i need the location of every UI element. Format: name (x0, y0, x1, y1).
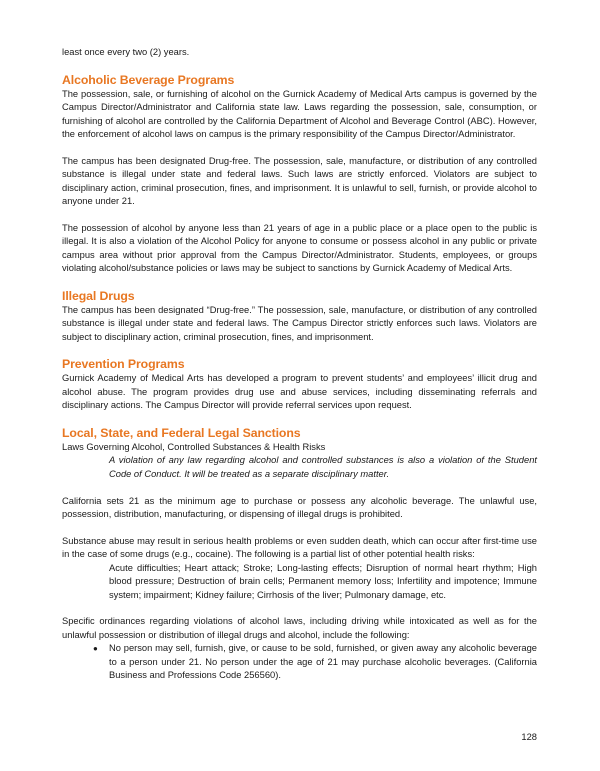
spacer (62, 59, 537, 72)
paragraph: The possession, sale, or furnishing of alcohol on the Gurnick Academy of Medical Arts campus is governed by the Campus Director/Administrator and California state law. Laws regarding the possession, sale, consumption, or furnishing of alcohol are controlled by the California Department of Alcohol and Beverage Control (ABC). However, the enforcement of alcohol laws on campus is the primary responsibility of the Campus Director/Administrator. (62, 88, 537, 140)
paragraph: The campus has been designated “Drug-free.” The possession, sale, manufacture, or distribution of any controlled substance is illegal under state and federal laws. The Campus Director strictly enforces such laws. Violators are subject to disciplinary action, criminal prosecution, fines, and imprisonment. (62, 304, 537, 342)
section-alcoholic-beverage-programs (62, 73, 537, 276)
italic-note: A violation of any law regarding alcohol and controlled substances is also a violation of the Student Code of Conduct. It will be treated as a separate disciplinary matter. (109, 455, 537, 479)
paragraph-age: California sets 21 as the minimum age to purchase or possess any alcoholic beverage. The unlawful use, possession, distribution, manufacturing, or dispensing of illegal drugs is prohibited. (62, 495, 537, 520)
paragraph: The campus has been designated Drug-free. The possession, sale, manufacture, or distribution of any controlled substance is illegal under state and federal laws. Such laws are strictly enforced. Violators are subject to disciplinary action, criminal prosecution, fines, and imprisonment. It is unlawful to sell, furnish, or provide alcohol to anyone under 21. (62, 155, 537, 207)
section-heading: Alcoholic Beverage Programs (62, 72, 235, 87)
paragraph: Gurnick Academy of Medical Arts has developed a program to prevent students’ and employees’ illicit drug and alcohol abuse. The program provides drug use and abuse services, including disseminating referrals and disciplinary actions. The Campus Director will provide referral services upon request. (62, 373, 537, 411)
list-item (62, 642, 537, 682)
page-number: 128 (521, 732, 537, 742)
health-risks-list: Acute difficulties; Heart attack; Stroke; Long-lasting effects; Disruption of normal heart rhythm; High blood pressure; Destruction of brain cells; Permanent memory loss; Infertility and impotence; Immune system; impairment; Kidney failure; Cirrhosis of the liver; Pulmonary damage, etc. (109, 562, 537, 600)
intro-fragment: least once every two (2) years. (62, 47, 190, 57)
spacer (62, 344, 537, 357)
section-heading: Local, State, and Federal Legal Sanctions (62, 426, 301, 441)
section-heading: Prevention Programs (62, 357, 185, 372)
spacer (62, 521, 537, 534)
paragraph: The possession of alcohol by anyone less than 21 years of age in a public place or a place open to the public is illegal. It is also a violation of the Alcohol Policy for anyone to consume or possess alcohol in any public or private campus area without prior approval from the Campus Director/Administrator. Students, employees, or groups violating alcohol/substance policies or laws may be subject to sanctions by Gurnick Academy of Medical Arts. (62, 222, 537, 274)
spacer (62, 208, 537, 221)
subheading: Laws Governing Alcohol, Controlled Substances & Health Risks (62, 442, 326, 453)
section-heading: Illegal Drugs (62, 288, 135, 303)
paragraph-ordinances: Specific ordinances regarding violations of alcohol laws, including driving while intoxicated as well as for the unlawful possession or distribution of illegal drugs and alcohol, include the following: (62, 616, 537, 640)
spacer (62, 141, 537, 154)
ordinances-list (62, 642, 537, 682)
section-prevention-programs (62, 357, 537, 412)
list-item-text: No person may sell, furnish, give, or cause to be sold, furnished, or given away any alcoholic beverage to a person under 21. No person under the age of 21 may purchase alcoholic beverages. (California Business and Professions Code 256560). (109, 643, 537, 680)
spacer (62, 275, 537, 288)
section-legal-sanctions (62, 426, 537, 682)
bullet-icon: ● (93, 644, 98, 654)
section-illegal-drugs (62, 289, 537, 344)
spacer (62, 602, 537, 615)
paragraph-health: Substance abuse may result in serious health problems or even sudden death, which can occur after first-time use in the case of some drugs (e.g., cocaine). The following is a partial list of other potential health risks: (62, 535, 537, 560)
spacer (62, 413, 537, 426)
spacer (62, 481, 537, 494)
document-page (62, 46, 537, 682)
